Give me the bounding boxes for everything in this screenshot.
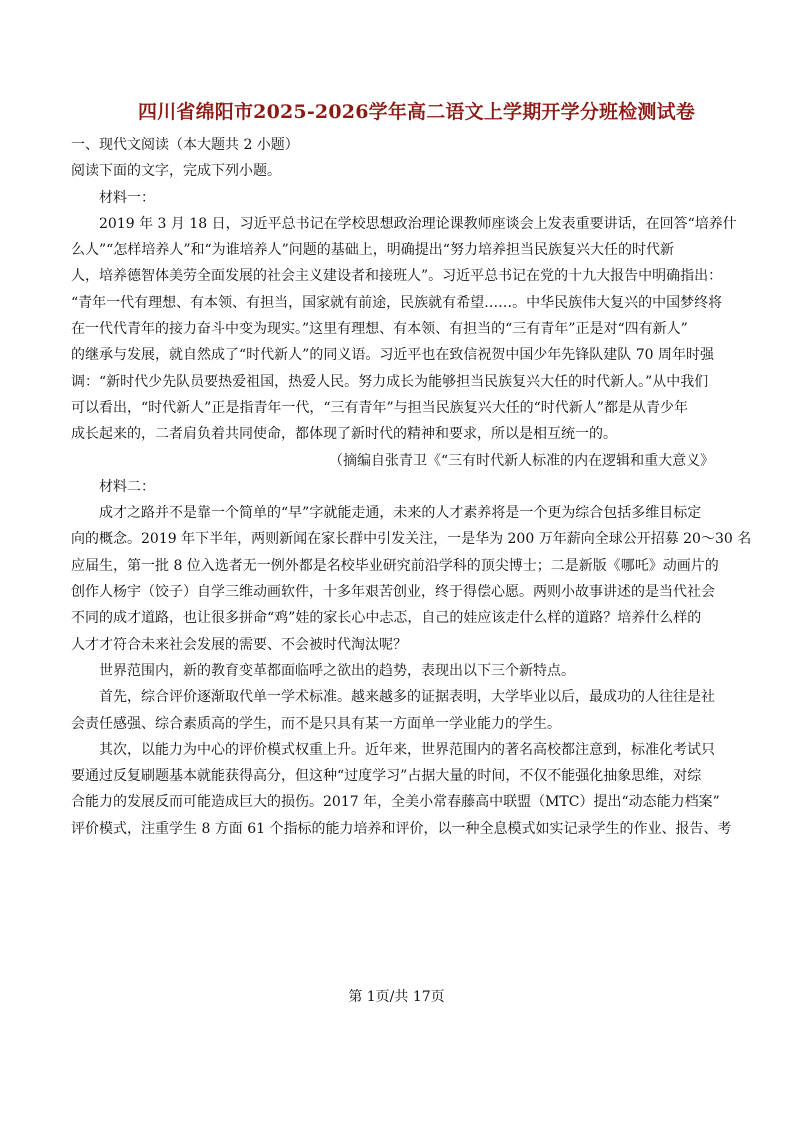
text-line: 一、现代文阅读（本大题共 2 小题）	[71, 137, 299, 153]
text-line: 调：“新时代少先队员要热爱祖国，热爱人民。努力成长为能够担当民族复兴大任的时代新人。”从中我们	[71, 373, 709, 390]
text-line: 向的概念。2019 年下半年，两则新闻在家长群中引发关注，一是华为 200 万年薪向全球公开招募 20～30 名	[71, 531, 752, 548]
document-title: 四川省绵阳市2025-2026学年高二语文上学期开学分班检测试卷	[137, 101, 696, 123]
text-line: 么人”“怎样培养人”和“为谁培养人”问题的基础上，明确提出“努力培养担当民族复兴大任的时代新	[71, 242, 674, 259]
text-line: 不同的成才道路，也让很多拼命“鸡”娃的家长心中忐忑，自己的娃应该走什么样的道路？培养什么样的	[71, 610, 702, 627]
text-line: 人，培养德智体美劳全面发展的社会主义建设者和接班人”。习近平总书记在党的十九大报告中明确指出：	[71, 268, 723, 285]
text-line: 成才之路并不是靠一个简单的“早”字就能走通，未来的人才素养将是一个更为综合包括多维目标定	[99, 505, 702, 522]
text-line: 其次，以能力为中心的评价模式权重上升。近年来，世界范围内的著名高校都注意到，标准化考试只	[99, 741, 715, 758]
text-line: 成长起来的，二者肩负着共同使命，都体现了新时代的精神和要求，所以是相互统一的。	[71, 426, 617, 443]
text-line: 世界范围内，新的教育变革都面临呼之欲出的趋势，表现出以下三个新特点。	[99, 662, 575, 679]
citation-line: （摘编自张青卫《“三有时代新人标准的内在逻辑和重大意义》	[329, 452, 715, 469]
text-line: 的继承与发展，就自然成了“时代新人”的同义语。习近平也在致信祝贺中国少年先锋队建队 70 周年时强	[71, 347, 715, 364]
text-line: 在一代代青年的接力奋斗中变为现实。”这里有理想、有本领、有担当的“三有青年”正是对“四有新人”	[71, 321, 688, 338]
text-line: 合能力的发展反而可能造成巨大的损伤。2017 年，全美小常春藤高中联盟（MTC）提出“动态能力档案”	[71, 794, 720, 811]
text-line: 创作人杨宇（饺子）自学三维动画软件，十多年艰苦创业，终于得偿心愿。两则小故事讲述的是当代社会	[71, 584, 715, 601]
text-line: “青年一代有理想、有本领、有担当，国家就有前途，民族就有希望……。中华民族伟大复兴的中国梦终将	[71, 294, 723, 311]
page-footer: 第 1页/共 17页	[348, 989, 445, 1005]
text-line: 应届生，第一批 8 位入选者无一例外都是名校毕业研究前沿学科的顶尖博士；二是新版《哪吒》动画片的	[71, 557, 719, 574]
text-line: 评价模式，注重学生 8 方面 61 个指标的能力培养和评价，以一种全息模式如实记录学生的作业、报告、考	[71, 820, 732, 837]
text-line: 阅读下面的文字，完成下列小题。	[71, 163, 281, 180]
text-line: 会责任感强、综合素质高的学生，而不是只具有某一方面单一学业能力的学生。	[71, 715, 561, 732]
document-body	[71, 132, 752, 842]
text-line: 材料二：	[99, 478, 155, 495]
text-line: 可以看出，“时代新人”正是指青年一代，“三有青年”与担当民族复兴大任的“时代新人”都是从青少年	[71, 399, 688, 416]
text-line: 首先，综合评价逐渐取代单一学术标准。越来越多的证据表明，大学毕业以后，最成功的人往往是社	[99, 689, 715, 706]
text-line: 2019 年 3 月 18 日，习近平总书记在学校思想政治理论课教师座谈会上发表重要讲话，在回答“培养什	[99, 215, 737, 232]
text-line: 材料一：	[99, 189, 155, 206]
text-line: 要通过反复刷题基本就能获得高分，但这种“过度学习”占据大量的时间，不仅不能强化抽象思维，对综	[71, 768, 702, 785]
text-line: 人才才符合未来社会发展的需要、不会被时代淘汰呢？	[71, 636, 407, 653]
